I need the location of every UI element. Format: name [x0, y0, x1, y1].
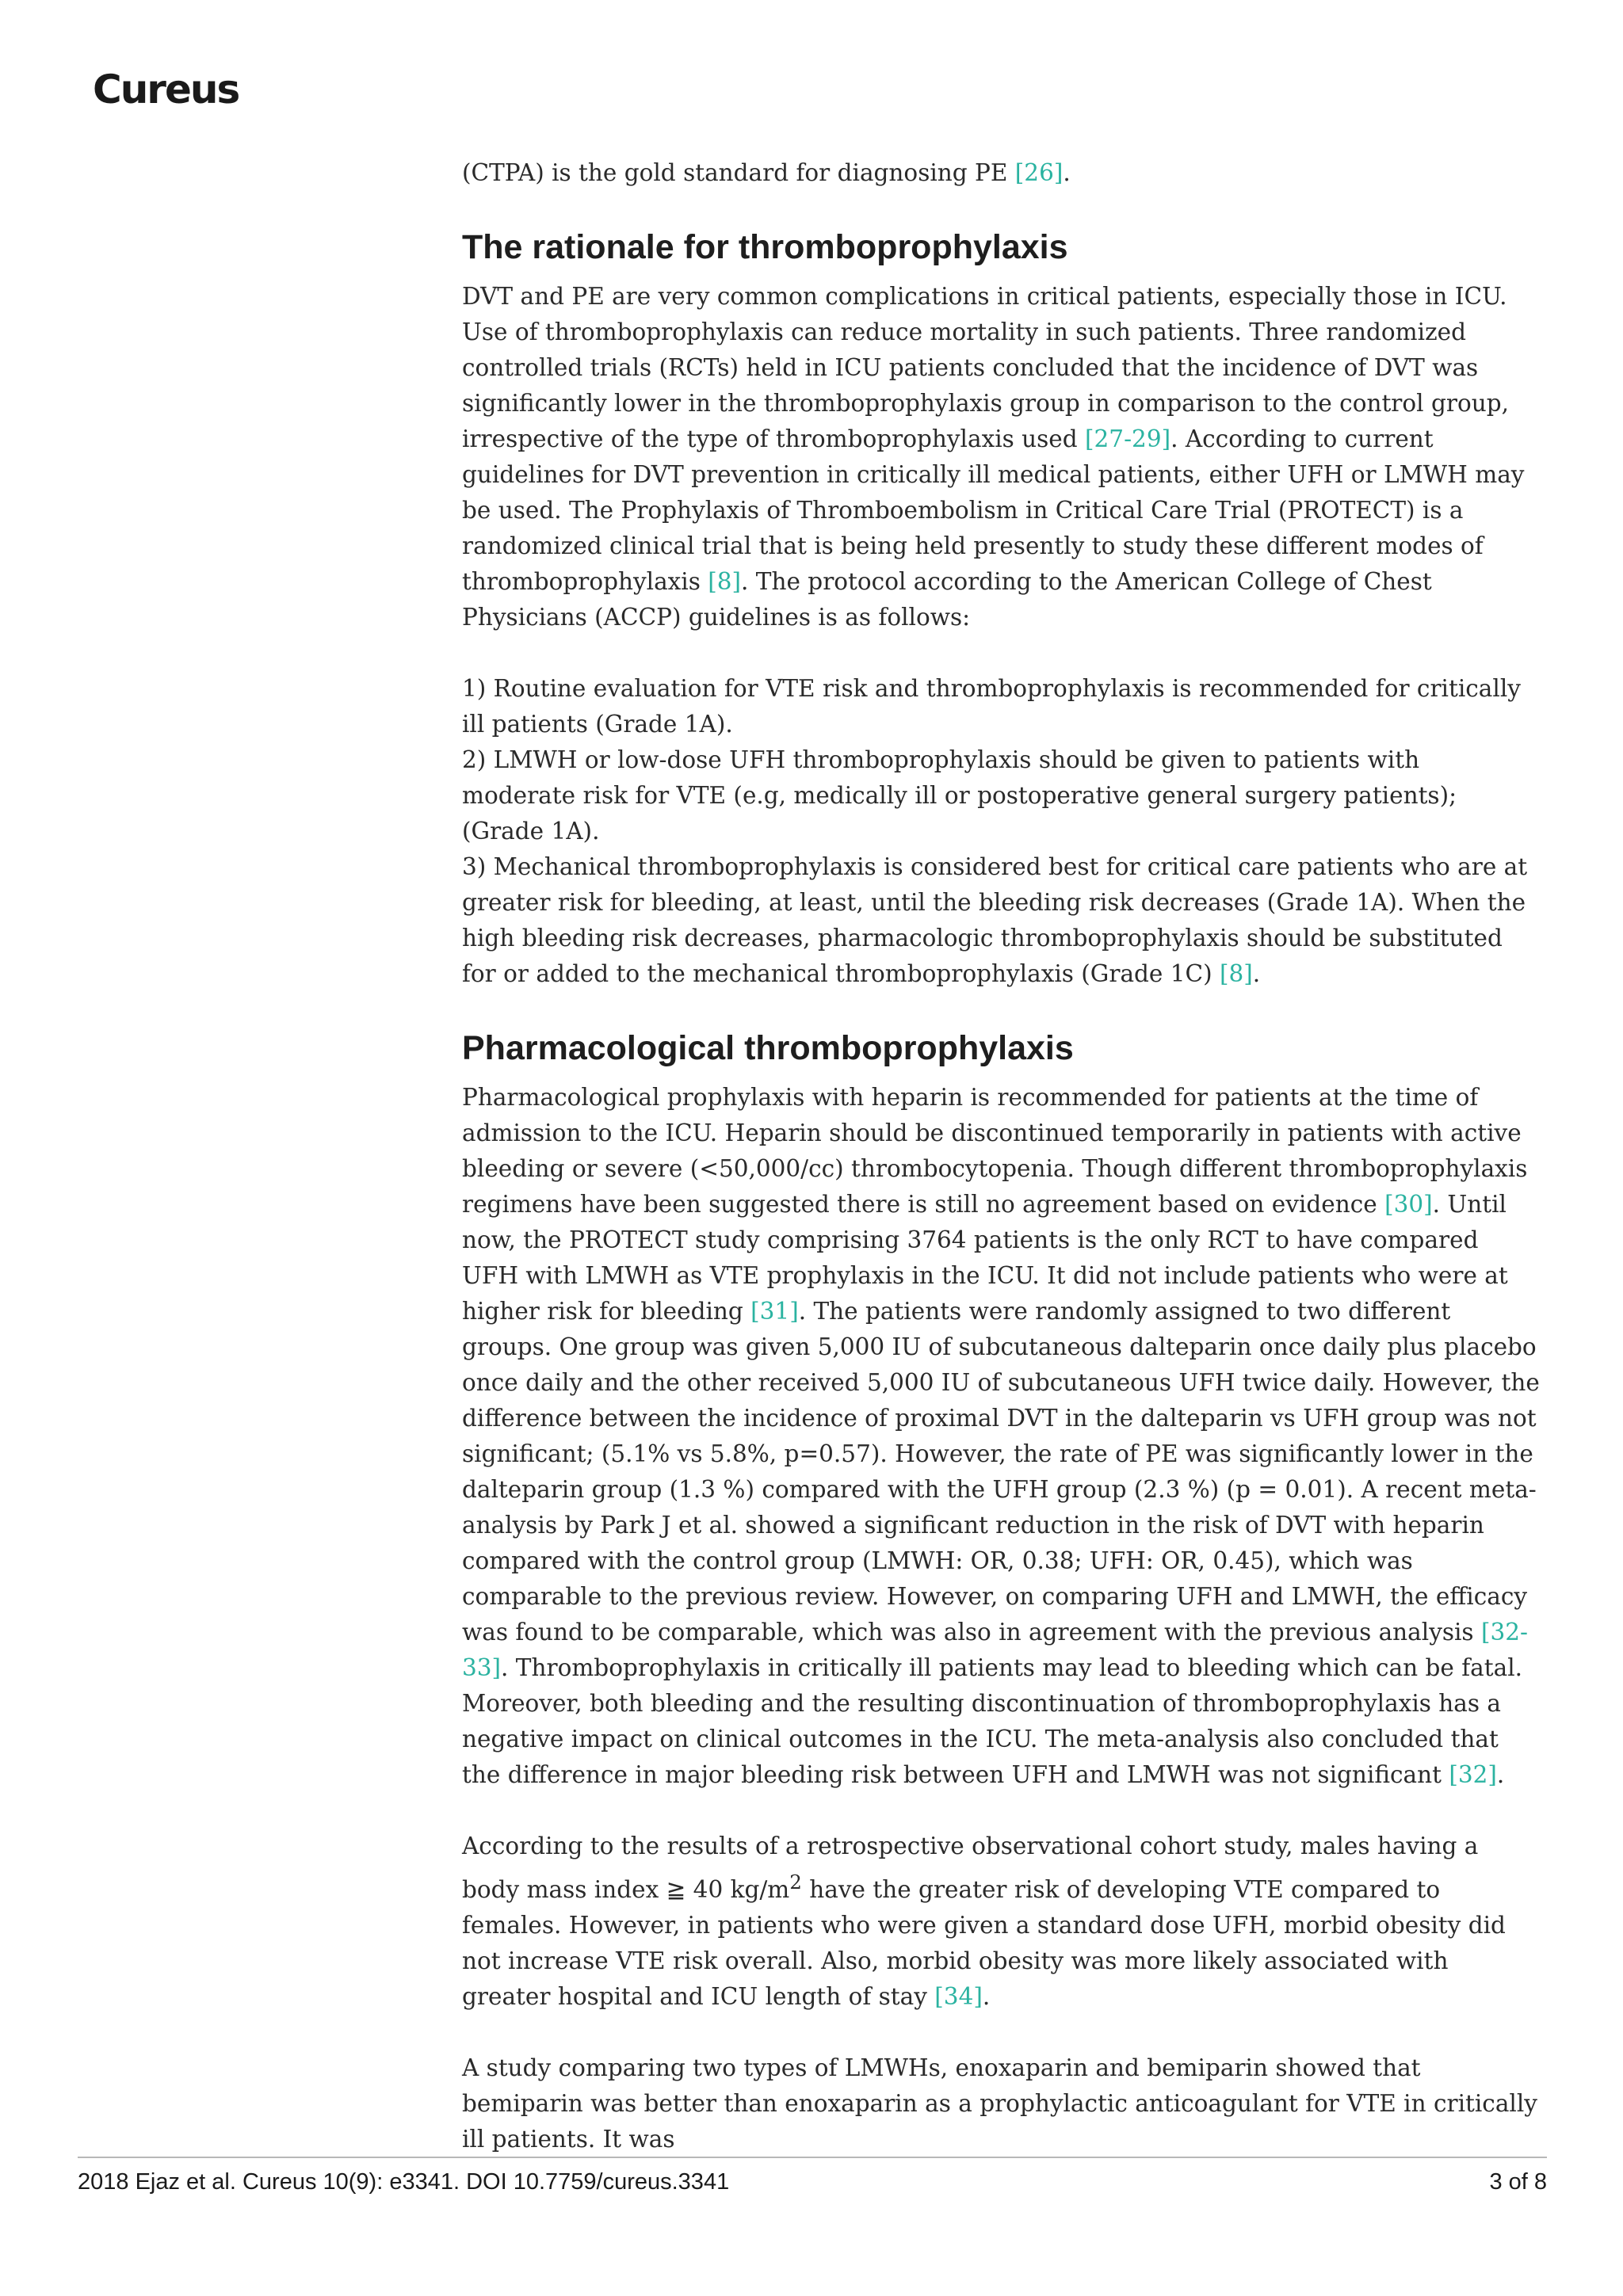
paragraph: Pharmacological prophylaxis with heparin is recommended for patients at the time of admission to the ICU. Heparin should be discontinued temporarily in patients with active bleeding or severe (<50,000/cc) thrombocytopenia. Though different thromboprophylaxis regimens have been suggested there is still no agreement based on evidence [30]. Until now, the PROTECT study comprising 3764 patients is the only RCT to have compared UFH with LMWH as VTE prophylaxis in the ICU. It did not include patients who were at higher risk for bleeding [31]. The patients were randomly assigned to two different groups. One group was given 5,000 IU of subcutaneous dalteparin once daily plus placebo once daily and the other received 5,000 IU of subcutaneous UFH twice daily. However, the difference between the incidence of proximal DVT in the dalteparin vs UFH group was not significant; (5.1% vs 5.8%, p=0.57). However, the rate of PE was significantly lower in the dalteparin group (1.3 %) compared with the UFH group (2.3 %) (p = 0.01). A recent meta-analysis by Park J et al. showed a significant reduction in the risk of DVT with heparin compared with the control group (LMWH: OR, 0.38; UFH: OR, 0.45), which was comparable to the previous review. However, on comparing UFH and LMWH, the efficacy was found to be comparable, which was also in agreement with the previous analysis [32-33]. Thromboprophylaxis in critically ill patients may lead to bleeding which can be fatal. Moreover, both bleeding and the resulting discontinuation of thromboprophylaxis has a negative impact on clinical outcomes in the ICU. The meta-analysis also concluded that the difference in major bleeding risk between UFH and LMWH was not significant [32].	[462, 1084, 1540, 1788]
section-heading-pharmacological: Pharmacological thromboprophylaxis	[462, 1029, 1074, 1067]
citation-link[interactable]: [8]	[1220, 960, 1253, 987]
paragraph: A study comparing two types of LMWHs, enoxaparin and bemiparin showed that bemiparin was better than enoxaparin as a prophylactic anticoagulant for VTE in critically ill patients. It was	[462, 2054, 1537, 2153]
article-body	[462, 155, 1540, 2157]
guideline-item-1: 1) Routine evaluation for VTE risk and thromboprophylaxis is recommended for critically ill patients (Grade 1A).	[462, 675, 1521, 738]
citation-link[interactable]: [26]	[1014, 159, 1064, 186]
section-heading-rationale: The rationale for thromboprophylaxis	[462, 228, 1068, 266]
citation-link[interactable]: [34]	[934, 1982, 983, 2010]
page-number: 3 of 8	[1489, 2169, 1547, 2195]
cureus-logo: Cureus	[93, 67, 239, 113]
citation-link[interactable]: [27-29]	[1085, 425, 1171, 452]
citation-link[interactable]: [8]	[708, 568, 742, 595]
citation-link[interactable]: [31]	[750, 1298, 799, 1325]
guideline-item-2: 2) LMWH or low-dose UFH thromboprophylaxis should be given to patients with moderate risk for VTE (e.g, medically ill or postoperative general surgery patients); (Grade 1A).	[462, 746, 1457, 845]
citation-link[interactable]: [32-33]	[462, 1619, 1528, 1681]
superscript: 2	[789, 1871, 802, 1894]
citation-link[interactable]: [32]	[1449, 1761, 1497, 1788]
footer-citation: 2018 Ejaz et al. Cureus 10(9): e3341. DOI 10.7759/cureus.3341	[78, 2169, 730, 2195]
paragraph: DVT and PE are very common complications in critical patients, especially those in ICU. Use of thromboprophylaxis can reduce mortality in such patients. Three randomized controlled trials (RCTs) held in ICU patients concluded that the incidence of DVT was significantly lower in the thromboprophylaxis group in comparison to the control group, irrespective of the type of thromboprophylaxis used [27-29]. According to current guidelines for DVT prevention in critically ill medical patients, either UFH or LMWH may be used. The Prophylaxis of Thromboembolism in Critical Care Trial (PROTECT) is a randomized clinical trial that is being held presently to study these different modes of thromboprophylaxis [8]. The protocol according to the American College of Chest Physicians (ACCP) guidelines is as follows:	[462, 283, 1525, 631]
intro-paragraph: (CTPA) is the gold standard for diagnosing PE [26].	[462, 159, 1071, 186]
citation-link[interactable]: [30]	[1384, 1191, 1433, 1218]
paragraph: According to the results of a retrospective observational cohort study, males having a body mass index ≧ 40 $kg/m^2$ have the greater risk of developing VTE compared to females. However, in patients who were given a standard dose UFH, morbid obesity did not increase VTE risk overall. Also, morbid obesity was more likely associated with greater hospital and ICU length of stay [34].	[462, 1833, 1506, 2010]
footer-divider	[78, 2157, 1547, 2158]
guideline-item-3: 3) Mechanical thromboprophylaxis is considered best for critical care patients who are at greater risk for bleeding, at least, until the bleeding risk decreases (Grade 1A). When the high bleeding risk decreases, pharmacologic thromboprophylaxis should be substituted for or added to the mechanical thromboprophylaxis (Grade 1C) [8].	[462, 853, 1528, 987]
